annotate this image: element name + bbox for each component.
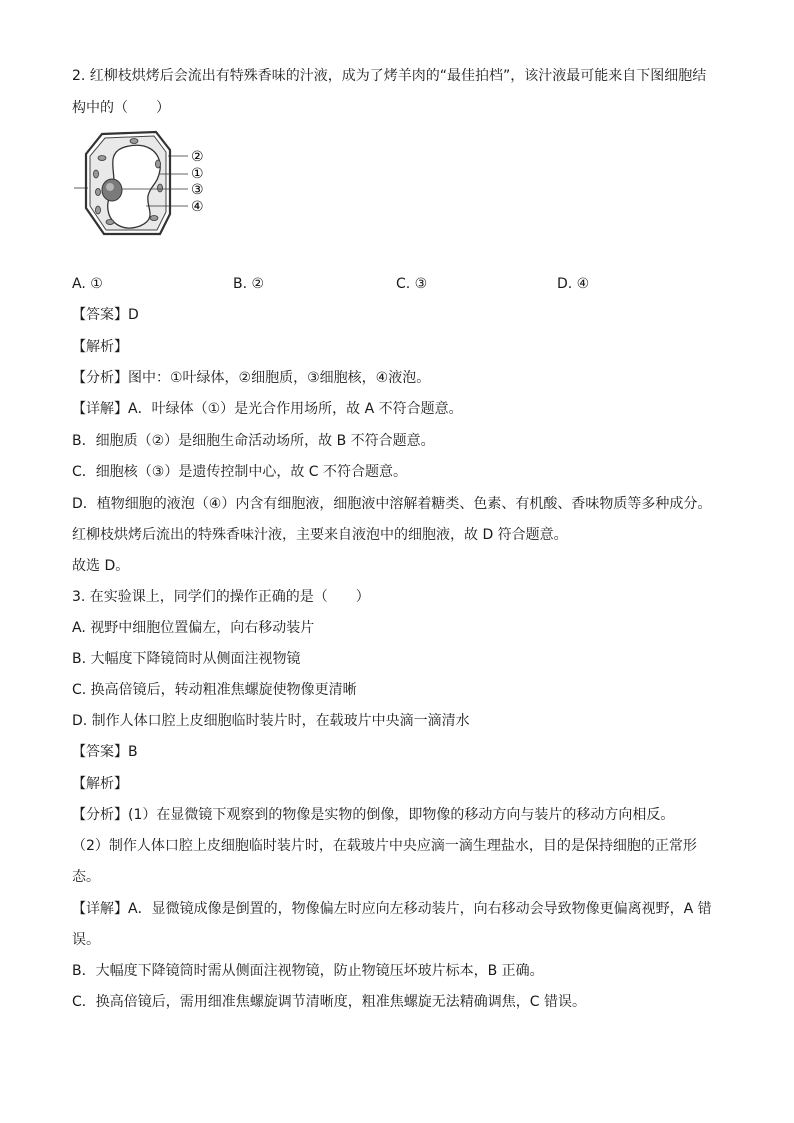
figure-label-3: ③ (191, 182, 204, 198)
q2-analysis: 【分析】图中：①叶绿体，②细胞质，③细胞核，④液泡。 (72, 370, 431, 386)
q2-detail-d-line1: D．植物细胞的液泡（④）内含有细胞液，细胞液中溶解着糖类、色素、有机酸、香味物质等多种成分。 (72, 496, 712, 512)
q3-detail-b: B．大幅度下降镜筒时需从侧面注视物镜，防止物镜压坏玻片标本，B 正确。 (72, 963, 544, 979)
q2-detail-d-line2: 红柳枝烘烤后流出的特殊香味汁液，主要来自液泡中的细胞液，故 D 符合题意。 (72, 527, 568, 543)
q3-analysis-2-line2: 态。 (72, 869, 100, 885)
q2-option-b: B. ② (233, 276, 265, 292)
q3-analysis-2-line1: （2）制作人体口腔上皮细胞临时装片时，在载玻片中央应滴一滴生理盐水，目的是保持细胞的正常形 (72, 838, 697, 854)
figure-label-2: ② (191, 149, 204, 165)
q2-detail-a: 【详解】A．叶绿体（①）是光合作用场所，故 A 不符合题意。 (72, 401, 463, 417)
q2-option-a: A. ① (72, 276, 103, 292)
q2-stem-line2: 构中的（ ） (72, 100, 170, 116)
q3-stem: 3. 在实验课上，同学们的操作正确的是（ ） (72, 589, 370, 605)
figure-label-1: ① (191, 166, 204, 182)
q3-detail-a-line2: 误。 (72, 932, 100, 948)
q2-answer: 【答案】D (72, 307, 139, 323)
q3-detail-c: C．换高倍镜后，需用细准焦螺旋调节清晰度，粗准焦螺旋无法精确调焦，C 错误。 (72, 994, 586, 1010)
q2-analysis-heading: 【解析】 (72, 339, 128, 355)
q2-choice: 故选 D。 (72, 558, 130, 574)
q2-stem-line1: 2. 红柳枝烘烤后会流出有特殊香味的汁液，成为了烤羊肉的“最佳拍档”，该汁液最可能来自下图细胞结 (72, 68, 707, 84)
q3-option-a: A. 视野中细胞位置偏左，向右移动装片 (72, 620, 315, 636)
figure-label-4: ④ (191, 199, 204, 215)
q3-option-d: D. 制作人体口腔上皮细胞临时装片时，在载玻片中央滴一滴清水 (72, 713, 470, 729)
q3-option-b: B. 大幅度下降镜筒时从侧面注视物镜 (72, 651, 301, 667)
q2-detail-c: C．细胞核（③）是遗传控制中心，故 C 不符合题意。 (72, 464, 408, 480)
q3-option-c: C. 换高倍镜后，转动粗准焦螺旋使物像更清晰 (72, 682, 357, 698)
q3-analysis-1: 【分析】(1）在显微镜下观察到的物像是实物的倒像，即物像的移动方向与装片的移动方向相反。 (72, 807, 675, 823)
q2-detail-b: B．细胞质（②）是细胞生命活动场所，故 B 不符合题意。 (72, 433, 435, 449)
plant-cell-diagram (74, 128, 224, 238)
q3-detail-a-line1: 【详解】A．显微镜成像是倒置的，物像偏左时应向左移动装片，向右移动会导致物像更偏离视野，A 错 (72, 901, 712, 917)
q3-answer: 【答案】B (72, 744, 138, 760)
q3-analysis-heading: 【解析】 (72, 776, 128, 792)
q2-option-d: D. ④ (557, 276, 590, 292)
q2-option-c: C. ③ (396, 276, 428, 292)
plant-cell-figure (74, 128, 224, 238)
